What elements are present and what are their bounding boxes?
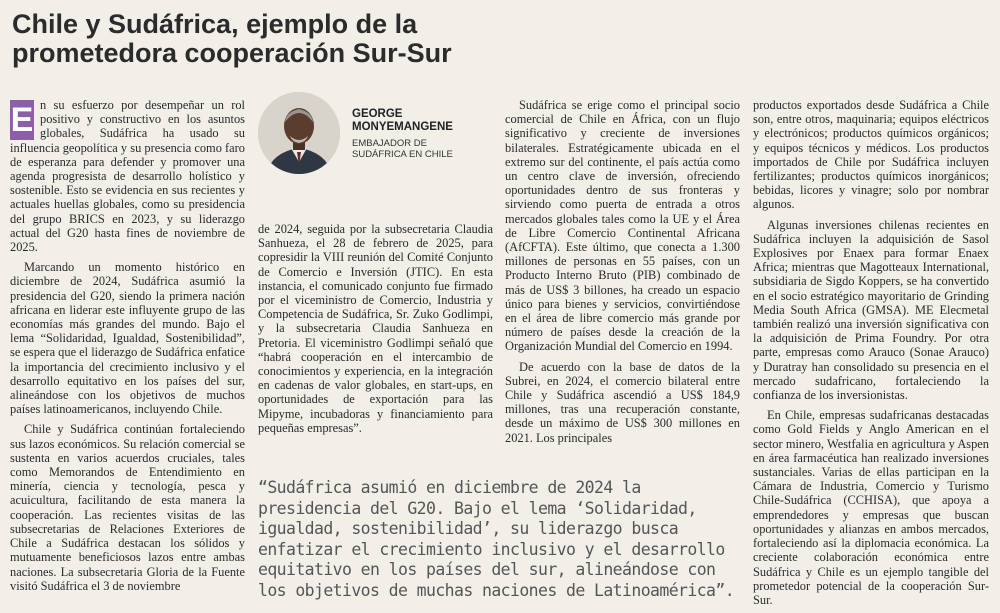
author-role-line2: SUDÁFRICA EN CHILE (352, 149, 453, 160)
paragraph (10, 98, 245, 254)
article-column-1 (10, 98, 245, 599)
paragraph: Sudáfrica se erige como el principal socio comercial de Chile en África, con un flujo significativo y creciente de inversiones bilaterales. Estratégicamente ubicada en el extremo sur del continente, el país actúa como un centro clave de inversión, ofreciendo oportunidades dentro de sus fronteras y sirviendo como puerta de entrada a otros mercados globales tales como la UE y el Área de Libre Comercio Continental Africana (AfCFTA). Este último, que conecta a 1.300 millones de personas en 55 países, con un Producto Interno Bruto (PIB) combinado de más de US$ 3 billones, ha creado un espacio único para bienes y servicios, convirtiéndose en el área de libre comercio más grande por número de países desde la creación de la Organización Mundial del Comercio en 1994. (505, 98, 740, 354)
article-column-2 (258, 222, 493, 441)
paragraph: de 2024, seguida por la subsecretaria Claudia Sanhueza, el 28 de febrero de 2025, para copresidir la VIII reunión del Comité Conjunto de Comercio e Inversión (JTIC). En esta instancia, el comunicado conjunto fue firmado por el viceministro de Comercio, Industria y Competencia de Sudáfrica, Sr. Zuko Godlimpi, y la subsecretaria Claudia Sanhueza en Pretoria. El viceministro Godlimpi señaló que “habrá cooperación en el intercambio de conocimientos y experiencia, en la integración en cadenas de valor globales, en start-ups, en oportunidades de exportación para las Mipyme, incubadoras y financiamiento para pequeñas empresas”. (258, 222, 493, 435)
author-name (352, 108, 453, 134)
pull-quote: “Sudáfrica asumió en diciembre de 2024 la presidencia del G20. Bajo el lema ‘Solidaridad, igualdad, sostenibilidad’, su liderazgo busca enfatizar el crecimiento inclusivo y el desarrollo equitativo en los países del sur, alineándose con los objetivos de muchas naciones de Latinoamérica”. (258, 478, 735, 600)
paragraph: Algunas inversiones chilenas recientes en Sudáfrica incluyen la adquisición de Sasol Explosives por Enaex para formar Enaex Africa; mientras que Magotteaux International, subsidiaria de Sigdo Koppers, se ha convertido en el socio estratégico mayoritario de Grinding Media South Africa (GMSA). ME Elecmetal también realizó una inversión significativa con la adquisición de Prima Foundry. Por otra parte, empresas como Arauco (Sonae Arauco) y Duratray han consolidado su presencia en el mercado sudafricano, fortaleciendo la confianza de los inversionistas. (753, 217, 989, 403)
author-first-name: GEORGE (352, 108, 403, 120)
article-column-3 (505, 98, 740, 451)
paragraph-text: n su esfuerzo por desempeñar un rol positivo y constructivo en los asuntos globales, Sudáfrica ha usado su influencia geopolítica y su presencia como faro de esperanza para defender y promover una agenda progresista de desarrollo holístico y sostenible. Esto se evidencia en sus recientes y actuales huellas globales, como su presidencia del grupo BRICS en 2023, y su liderazgo actual del G20 hasta fines de noviembre de 2025. (10, 98, 245, 255)
paragraph: Marcando un momento histórico en diciembre de 2024, Sudáfrica asumió la presidencia del G20, siendo la primera nación africana en liderar este influyente grupo de las economías más grandes del mundo. Bajo el lema “Solidaridad, Igualdad, Sostenibilidad”, se espera que el liderazgo de Sudáfrica enfatice la importancia del crecimiento inclusivo y el desarrollo equitativo en los países del sur, alineándose con los objetivos de muchos países latinoamericanos, incluyendo Chile. (10, 260, 245, 417)
author-photo (258, 92, 340, 174)
paragraph: En Chile, empresas sudafricanas destacadas como Gold Fields y Anglo American en el sector minero, Westfalia en agricultura y Aspen en área farmacéutica han realizado inversiones sustanciales. Varias de ellas participan en la Cámara de Industria, Comercio y Turismo Chile-Sudáfrica (CCHISA), que apoya a emprendedores y empresas que buscan oportunidades y alianzas en ambos mercados, fortaleciendo así la diplomacia económica. La creciente colaboración económica entre Sudáfrica y Chile es un ejemplo tangible del prometedor potencial de la cooperación Sur-Sur. (753, 408, 989, 607)
author-role-line1: EMBAJADOR DE (352, 138, 427, 149)
author-last-name: MONYEMANGENE (352, 121, 453, 133)
paragraph: De acuerdo con la base de datos de la Subrei, en 2024, el comercio bilateral entre Chile y Sudáfrica ascendió a US$ 184,9 millones, tras una recuperación constante, desde un máximo de US$ 300 millones en 2021. Los principales (505, 359, 740, 445)
paragraph: Chile y Sudáfrica continúan fortaleciendo sus lazos económicos. Su relación comercial se sustenta en varios acuerdos cruciales, tales como Memorandos de Entendimiento en minería, ciencia y tecnología, pesca y acuicultura, facilitando de esta manera la cooperación. Las recientes visitas de las subsecretarias de Relaciones Exteriores de Chile a Sudáfrica destacan los sólidos y mutuamente beneficiosos lazos entre ambas naciones. La subsecretaria Gloria de la Fuente visitó Sudáfrica el 3 de noviembre (10, 422, 245, 593)
dropcap: E (10, 101, 34, 139)
author-role (352, 138, 453, 160)
article-column-4 (753, 98, 989, 613)
headline: Chile y Sudáfrica, ejemplo de la prometedora cooperación Sur-Sur (12, 9, 452, 68)
paragraph: productos exportados desde Sudáfrica a Chile son, entre otros, maquinaria; equipos eléctricos y electrónicos; productos químicos orgánicos; y equipos técnicos y médicos. Los productos importados de Chile por Sudáfrica incluyen fertilizantes; productos químicos inorgánicos; bebidas, licores y vinagre; solo por nombrar algunos. (753, 98, 989, 212)
